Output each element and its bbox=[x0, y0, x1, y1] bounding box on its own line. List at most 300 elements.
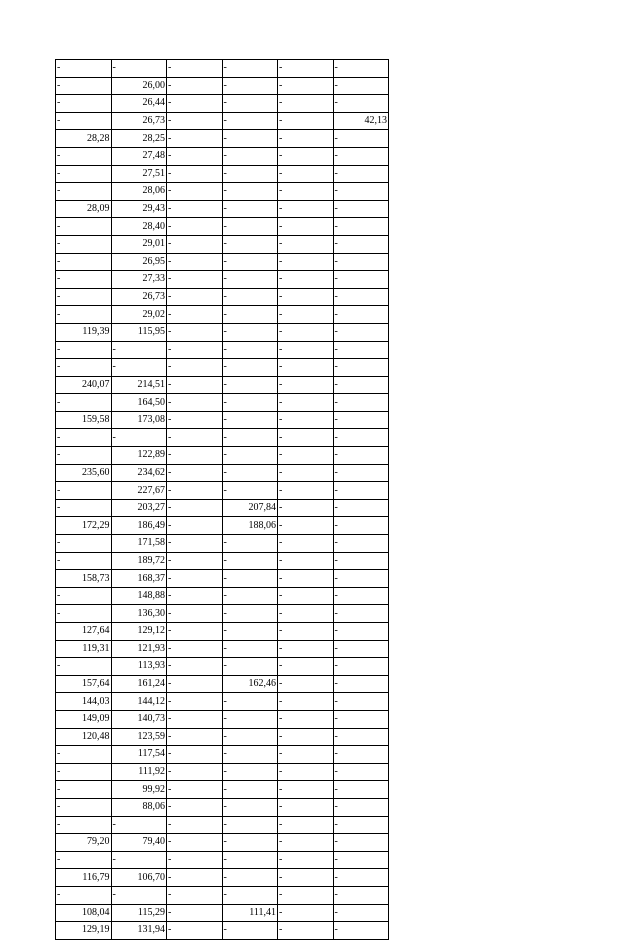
table-row bbox=[56, 165, 389, 183]
table-cell: - bbox=[278, 253, 334, 271]
table-cell: - bbox=[278, 112, 334, 130]
table-cell: - bbox=[278, 447, 334, 465]
table-cell: - bbox=[222, 851, 278, 869]
table-cell: - bbox=[167, 235, 223, 253]
table-row bbox=[56, 112, 389, 130]
table-cell: - bbox=[222, 147, 278, 165]
table-cell: 129,19 bbox=[56, 922, 112, 940]
table-cell: 203,27 bbox=[111, 499, 167, 517]
table-row bbox=[56, 746, 389, 764]
table-cell: - bbox=[167, 288, 223, 306]
table-cell: - bbox=[167, 482, 223, 500]
table-cell: - bbox=[222, 605, 278, 623]
table-cell: - bbox=[167, 411, 223, 429]
table-cell: 88,06 bbox=[111, 798, 167, 816]
table-cell: - bbox=[222, 693, 278, 711]
table-cell: - bbox=[333, 376, 389, 394]
table-cell: 186,49 bbox=[111, 517, 167, 535]
table-cell: - bbox=[333, 235, 389, 253]
table-cell: 119,31 bbox=[56, 640, 112, 658]
table-cell: - bbox=[333, 693, 389, 711]
table-cell: - bbox=[278, 218, 334, 236]
table-cell: - bbox=[222, 112, 278, 130]
table-cell: - bbox=[56, 112, 112, 130]
table-cell: - bbox=[333, 710, 389, 728]
table-cell: - bbox=[278, 464, 334, 482]
table-cell: - bbox=[167, 922, 223, 940]
table-cell: 26,73 bbox=[111, 112, 167, 130]
table-cell: - bbox=[333, 552, 389, 570]
table-row bbox=[56, 623, 389, 641]
table-cell: - bbox=[333, 763, 389, 781]
table-cell: - bbox=[167, 886, 223, 904]
table-row bbox=[56, 306, 389, 324]
table-cell: - bbox=[333, 535, 389, 553]
table-cell: 207,84 bbox=[222, 499, 278, 517]
table-cell: 123,59 bbox=[111, 728, 167, 746]
table-cell: - bbox=[278, 271, 334, 289]
table-cell: 144,12 bbox=[111, 693, 167, 711]
table-row bbox=[56, 394, 389, 412]
table-cell: 168,37 bbox=[111, 570, 167, 588]
table-body bbox=[56, 60, 389, 940]
table-cell: 234,62 bbox=[111, 464, 167, 482]
table-cell: - bbox=[222, 183, 278, 201]
table-cell: 115,29 bbox=[111, 904, 167, 922]
table-row bbox=[56, 288, 389, 306]
table-cell: - bbox=[167, 77, 223, 95]
table-cell: 171,58 bbox=[111, 535, 167, 553]
table-cell: 28,25 bbox=[111, 130, 167, 148]
table-cell: - bbox=[167, 394, 223, 412]
table-cell: - bbox=[56, 218, 112, 236]
table-cell: - bbox=[222, 130, 278, 148]
table-cell: - bbox=[222, 781, 278, 799]
table-cell: - bbox=[333, 60, 389, 78]
table-row bbox=[56, 130, 389, 148]
table-cell: - bbox=[278, 288, 334, 306]
table-cell: 108,04 bbox=[56, 904, 112, 922]
table-cell: - bbox=[167, 710, 223, 728]
table-cell: - bbox=[333, 922, 389, 940]
table-cell: - bbox=[167, 640, 223, 658]
table-cell: - bbox=[278, 763, 334, 781]
table-cell: - bbox=[333, 95, 389, 113]
table-cell: - bbox=[167, 359, 223, 377]
table-cell: - bbox=[278, 746, 334, 764]
table-cell: - bbox=[278, 851, 334, 869]
table-cell: - bbox=[167, 834, 223, 852]
table-row bbox=[56, 464, 389, 482]
table-cell: - bbox=[278, 693, 334, 711]
table-cell: 159,58 bbox=[56, 411, 112, 429]
table-row bbox=[56, 77, 389, 95]
table-cell: - bbox=[167, 447, 223, 465]
table-cell: - bbox=[333, 306, 389, 324]
table-cell: - bbox=[278, 587, 334, 605]
table-cell: - bbox=[333, 746, 389, 764]
table-cell: - bbox=[167, 658, 223, 676]
table-cell: - bbox=[56, 447, 112, 465]
table-cell: 214,51 bbox=[111, 376, 167, 394]
table-cell: - bbox=[278, 165, 334, 183]
table-cell: 26,73 bbox=[111, 288, 167, 306]
table-row bbox=[56, 869, 389, 887]
table-cell: - bbox=[167, 816, 223, 834]
table-cell: 27,51 bbox=[111, 165, 167, 183]
table-row bbox=[56, 218, 389, 236]
table-cell: - bbox=[56, 886, 112, 904]
table-row bbox=[56, 535, 389, 553]
table-cell: - bbox=[56, 499, 112, 517]
table-cell: - bbox=[222, 411, 278, 429]
table-cell: - bbox=[278, 359, 334, 377]
table-cell: - bbox=[222, 60, 278, 78]
table-cell: - bbox=[278, 728, 334, 746]
table-cell: - bbox=[278, 323, 334, 341]
table-cell: - bbox=[56, 394, 112, 412]
table-cell: - bbox=[278, 904, 334, 922]
table-row bbox=[56, 429, 389, 447]
table-cell: - bbox=[333, 218, 389, 236]
table-cell: - bbox=[56, 763, 112, 781]
table-cell: - bbox=[167, 112, 223, 130]
table-cell: 172,29 bbox=[56, 517, 112, 535]
table-cell: 173,08 bbox=[111, 411, 167, 429]
table-cell: - bbox=[222, 376, 278, 394]
table-cell: - bbox=[333, 904, 389, 922]
table-cell: - bbox=[222, 447, 278, 465]
table-cell: - bbox=[278, 147, 334, 165]
table-row bbox=[56, 482, 389, 500]
table-row bbox=[56, 411, 389, 429]
table-cell: - bbox=[278, 658, 334, 676]
table-cell: - bbox=[56, 552, 112, 570]
table-cell: - bbox=[333, 464, 389, 482]
table-row bbox=[56, 147, 389, 165]
table-cell: - bbox=[333, 147, 389, 165]
table-row bbox=[56, 570, 389, 588]
table-cell: - bbox=[333, 323, 389, 341]
table-cell: - bbox=[278, 235, 334, 253]
table-cell: - bbox=[222, 834, 278, 852]
table-cell: 116,79 bbox=[56, 869, 112, 887]
table-cell: - bbox=[167, 323, 223, 341]
table-cell: - bbox=[222, 323, 278, 341]
table-cell: - bbox=[222, 394, 278, 412]
table-cell: - bbox=[167, 183, 223, 201]
table-row bbox=[56, 834, 389, 852]
table-cell: 161,24 bbox=[111, 675, 167, 693]
table-cell: - bbox=[333, 359, 389, 377]
table-cell: 162,46 bbox=[222, 675, 278, 693]
table-cell: - bbox=[167, 147, 223, 165]
table-cell: - bbox=[278, 517, 334, 535]
data-table bbox=[55, 59, 389, 940]
table-cell: - bbox=[56, 535, 112, 553]
table-cell: - bbox=[278, 869, 334, 887]
table-cell: - bbox=[222, 746, 278, 764]
table-cell: - bbox=[333, 728, 389, 746]
table-cell: - bbox=[167, 869, 223, 887]
table-cell: - bbox=[333, 517, 389, 535]
table-cell: - bbox=[333, 886, 389, 904]
table-cell: - bbox=[333, 271, 389, 289]
table-cell: - bbox=[333, 394, 389, 412]
table-cell: - bbox=[167, 95, 223, 113]
table-cell: - bbox=[222, 886, 278, 904]
table-cell: - bbox=[333, 482, 389, 500]
table-row bbox=[56, 781, 389, 799]
table-row bbox=[56, 235, 389, 253]
table-row bbox=[56, 728, 389, 746]
table-cell: - bbox=[56, 658, 112, 676]
table-cell: - bbox=[222, 798, 278, 816]
table-cell: - bbox=[278, 60, 334, 78]
table-row bbox=[56, 640, 389, 658]
table-cell: - bbox=[222, 288, 278, 306]
table-cell: - bbox=[222, 535, 278, 553]
table-cell: - bbox=[56, 288, 112, 306]
table-cell: - bbox=[222, 253, 278, 271]
table-cell: - bbox=[222, 763, 278, 781]
table-cell: - bbox=[333, 253, 389, 271]
table-cell: 144,03 bbox=[56, 693, 112, 711]
table-row bbox=[56, 253, 389, 271]
table-row bbox=[56, 904, 389, 922]
table-cell: - bbox=[167, 341, 223, 359]
table-cell: - bbox=[278, 499, 334, 517]
table-cell: - bbox=[56, 605, 112, 623]
table-cell: - bbox=[333, 640, 389, 658]
table-row bbox=[56, 359, 389, 377]
table-cell: - bbox=[278, 376, 334, 394]
table-cell: - bbox=[111, 359, 167, 377]
table-cell: - bbox=[222, 658, 278, 676]
table-cell: - bbox=[56, 587, 112, 605]
table-cell: - bbox=[111, 429, 167, 447]
table-cell: - bbox=[167, 253, 223, 271]
table-cell: - bbox=[167, 904, 223, 922]
table-cell: - bbox=[56, 183, 112, 201]
table-cell: 27,48 bbox=[111, 147, 167, 165]
table-cell: - bbox=[167, 306, 223, 324]
table-cell: 99,92 bbox=[111, 781, 167, 799]
table-cell: 79,40 bbox=[111, 834, 167, 852]
table-cell: - bbox=[56, 429, 112, 447]
table-cell: - bbox=[167, 552, 223, 570]
table-cell: - bbox=[222, 200, 278, 218]
table-cell: - bbox=[333, 798, 389, 816]
table-row bbox=[56, 376, 389, 394]
table-row bbox=[56, 763, 389, 781]
table-cell: - bbox=[333, 605, 389, 623]
table-cell: - bbox=[222, 552, 278, 570]
table-row bbox=[56, 200, 389, 218]
table-cell: - bbox=[167, 218, 223, 236]
table-cell: - bbox=[167, 200, 223, 218]
table-cell: - bbox=[333, 834, 389, 852]
table-cell: 79,20 bbox=[56, 834, 112, 852]
table-cell: - bbox=[333, 781, 389, 799]
table-cell: - bbox=[333, 288, 389, 306]
table-row bbox=[56, 658, 389, 676]
table-cell: - bbox=[56, 77, 112, 95]
table-cell: 27,33 bbox=[111, 271, 167, 289]
table-cell: - bbox=[333, 499, 389, 517]
table-cell: - bbox=[278, 95, 334, 113]
table-cell: - bbox=[278, 816, 334, 834]
table-cell: - bbox=[222, 95, 278, 113]
table-cell: - bbox=[222, 922, 278, 940]
table-row bbox=[56, 816, 389, 834]
table-row bbox=[56, 798, 389, 816]
table-cell: - bbox=[278, 130, 334, 148]
table-cell: - bbox=[167, 499, 223, 517]
table-cell: 28,09 bbox=[56, 200, 112, 218]
table-cell: - bbox=[111, 851, 167, 869]
table-cell: - bbox=[278, 781, 334, 799]
table-cell: 28,40 bbox=[111, 218, 167, 236]
table-cell: - bbox=[167, 517, 223, 535]
table-cell: - bbox=[111, 341, 167, 359]
table-row bbox=[56, 710, 389, 728]
table-row bbox=[56, 552, 389, 570]
table-cell: - bbox=[167, 623, 223, 641]
table-cell: - bbox=[278, 640, 334, 658]
table-cell: 129,12 bbox=[111, 623, 167, 641]
table-cell: - bbox=[56, 306, 112, 324]
table-row bbox=[56, 499, 389, 517]
table-cell: - bbox=[333, 851, 389, 869]
table-cell: - bbox=[56, 851, 112, 869]
table-cell: - bbox=[222, 271, 278, 289]
table-cell: 26,44 bbox=[111, 95, 167, 113]
table-cell: - bbox=[56, 60, 112, 78]
table-cell: - bbox=[222, 341, 278, 359]
table-cell: 28,28 bbox=[56, 130, 112, 148]
table-cell: - bbox=[56, 235, 112, 253]
table-cell: - bbox=[167, 728, 223, 746]
table-row bbox=[56, 922, 389, 940]
table-cell: - bbox=[333, 869, 389, 887]
table-cell: - bbox=[222, 869, 278, 887]
table-row bbox=[56, 605, 389, 623]
table-cell: - bbox=[167, 675, 223, 693]
table-cell: - bbox=[56, 816, 112, 834]
table-row bbox=[56, 693, 389, 711]
table-cell: - bbox=[222, 710, 278, 728]
table-cell: 111,41 bbox=[222, 904, 278, 922]
table-cell: - bbox=[333, 429, 389, 447]
table-cell: - bbox=[167, 535, 223, 553]
table-cell: - bbox=[278, 77, 334, 95]
table-cell: - bbox=[222, 640, 278, 658]
table-cell: - bbox=[278, 886, 334, 904]
table-cell: - bbox=[333, 816, 389, 834]
table-cell: 127,64 bbox=[56, 623, 112, 641]
table-cell: 42,13 bbox=[333, 112, 389, 130]
table-cell: 164,50 bbox=[111, 394, 167, 412]
table-cell: - bbox=[333, 587, 389, 605]
table-cell: - bbox=[222, 429, 278, 447]
table-cell: 106,70 bbox=[111, 869, 167, 887]
table-cell: - bbox=[167, 464, 223, 482]
table-cell: 227,67 bbox=[111, 482, 167, 500]
table-cell: 113,93 bbox=[111, 658, 167, 676]
table-cell: - bbox=[222, 359, 278, 377]
table-cell: - bbox=[56, 359, 112, 377]
table-cell: - bbox=[167, 605, 223, 623]
table-cell: - bbox=[278, 570, 334, 588]
table-cell: - bbox=[333, 77, 389, 95]
table-row bbox=[56, 851, 389, 869]
table-cell: 115,95 bbox=[111, 323, 167, 341]
table-cell: - bbox=[167, 763, 223, 781]
table-cell: - bbox=[167, 693, 223, 711]
table-row bbox=[56, 886, 389, 904]
table-cell: - bbox=[167, 429, 223, 447]
table-cell: - bbox=[278, 535, 334, 553]
table-cell: 188,06 bbox=[222, 517, 278, 535]
table-row bbox=[56, 271, 389, 289]
table-cell: - bbox=[222, 77, 278, 95]
table-cell: 122,89 bbox=[111, 447, 167, 465]
table-cell: 121,93 bbox=[111, 640, 167, 658]
table-cell: - bbox=[167, 746, 223, 764]
table-cell: - bbox=[222, 623, 278, 641]
table-cell: - bbox=[222, 218, 278, 236]
table-cell: - bbox=[222, 587, 278, 605]
table-cell: - bbox=[278, 429, 334, 447]
table-cell: - bbox=[333, 411, 389, 429]
table-cell: - bbox=[222, 482, 278, 500]
table-cell: 157,64 bbox=[56, 675, 112, 693]
table-cell: - bbox=[167, 781, 223, 799]
table-cell: - bbox=[56, 341, 112, 359]
table-cell: - bbox=[167, 798, 223, 816]
table-cell: 149,09 bbox=[56, 710, 112, 728]
table-cell: 29,43 bbox=[111, 200, 167, 218]
table-row bbox=[56, 675, 389, 693]
table-row bbox=[56, 95, 389, 113]
table-cell: - bbox=[167, 570, 223, 588]
table-cell: - bbox=[56, 253, 112, 271]
table-cell: - bbox=[56, 271, 112, 289]
table-cell: 29,02 bbox=[111, 306, 167, 324]
table-row bbox=[56, 587, 389, 605]
table-cell: - bbox=[278, 482, 334, 500]
table-cell: - bbox=[167, 165, 223, 183]
table-cell: - bbox=[333, 165, 389, 183]
table-cell: - bbox=[278, 411, 334, 429]
table-cell: 28,06 bbox=[111, 183, 167, 201]
table-cell: - bbox=[278, 623, 334, 641]
table-cell: - bbox=[222, 235, 278, 253]
table-cell: - bbox=[222, 165, 278, 183]
table-cell: 189,72 bbox=[111, 552, 167, 570]
table-cell: - bbox=[56, 147, 112, 165]
table-cell: 136,30 bbox=[111, 605, 167, 623]
table-cell: 120,48 bbox=[56, 728, 112, 746]
table-cell: 26,95 bbox=[111, 253, 167, 271]
table-cell: - bbox=[333, 623, 389, 641]
table-cell: - bbox=[167, 851, 223, 869]
table-cell: 235,60 bbox=[56, 464, 112, 482]
table-cell: - bbox=[278, 341, 334, 359]
table-cell: - bbox=[278, 834, 334, 852]
table-cell: 140,73 bbox=[111, 710, 167, 728]
